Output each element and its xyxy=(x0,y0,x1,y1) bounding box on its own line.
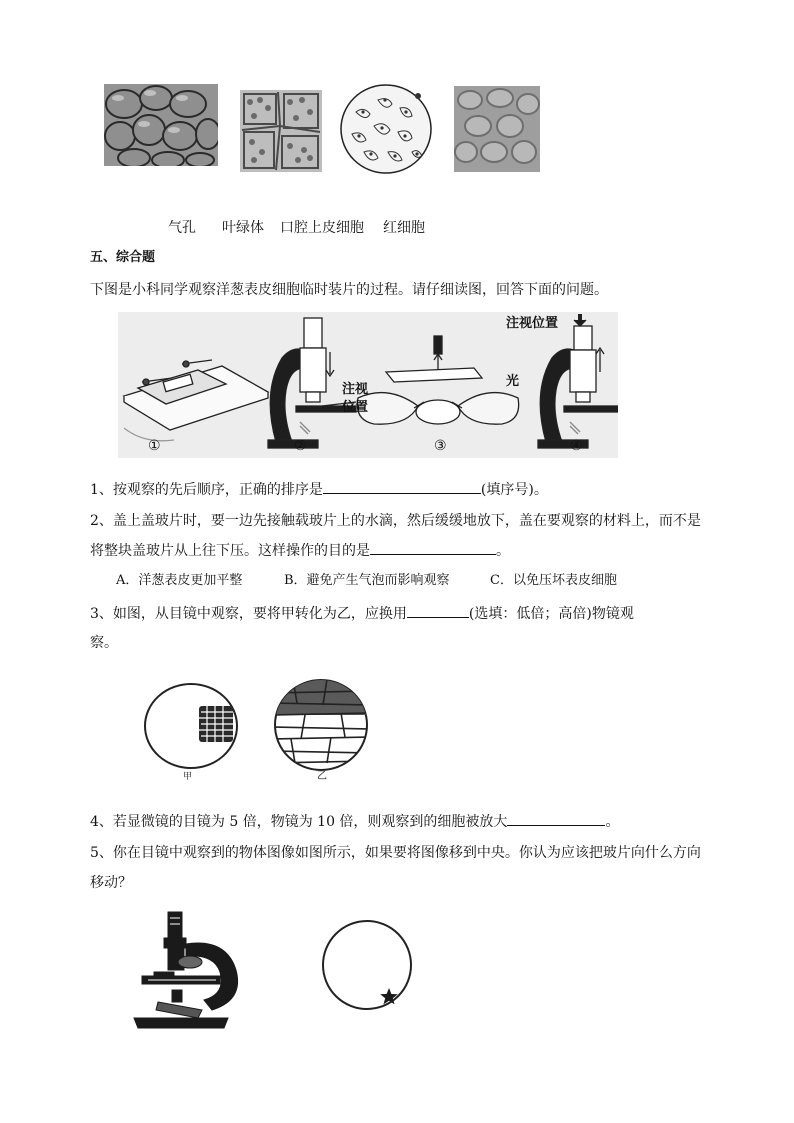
drawing-oral-epithelial-cells xyxy=(338,82,434,176)
step-label-2: ② xyxy=(294,438,307,454)
annot-light: 光 xyxy=(506,374,520,389)
photo-chloroplast xyxy=(240,90,322,172)
q2-text: 将整块盖玻片从上往下压。这样操作的目的是 xyxy=(90,543,370,559)
q1-answer-blank[interactable] xyxy=(323,479,481,494)
photo-red-blood-cells xyxy=(454,86,540,172)
q2-suffix: 。 xyxy=(496,543,510,559)
step-label-4: ④ xyxy=(570,438,583,454)
fig-label-jia: 甲 xyxy=(183,772,193,782)
field-of-view-jia xyxy=(141,682,241,782)
q5-line2: 移动？ xyxy=(90,875,132,891)
intro-text: 下图是小科同学观察洋葱表皮细胞临时装片的过程。请仔细读图，回答下面的问题。 xyxy=(90,282,608,298)
label-chloroplast: 叶绿体 xyxy=(222,220,264,236)
q3-line2: 察。 xyxy=(90,635,118,651)
q2-option-c: C．以免压坏表皮细胞 xyxy=(490,573,617,588)
q4-suffix: 。 xyxy=(605,814,620,830)
photo-stomata xyxy=(104,84,218,166)
q4-answer-blank[interactable] xyxy=(507,811,605,826)
q1-suffix: (填序号)。 xyxy=(480,482,548,498)
q2-line1: 2、盖上盖玻片时，要一边先接触载玻片上的水滴，然后缓缓地放下，盖在要观察的材料上，而不是 xyxy=(90,513,701,529)
annot-gaze-panel2-line2: 位置 xyxy=(342,400,369,415)
section-title: 五、综合题 xyxy=(90,250,156,265)
label-red-blood-cells: 红细胞 xyxy=(383,220,425,236)
label-oral-epithelial-cells: 口腔上皮细胞 xyxy=(280,220,364,236)
microscope-drawing xyxy=(128,910,244,1030)
q5-line1: 5、你在目镜中观察到的物体图像如图所示，如果要将图像移到中央。你认为应该把玻片向什么方向 xyxy=(90,845,701,861)
fig-label-yi: 乙 xyxy=(317,771,327,782)
annot-gaze-panel2-line1: 注视 xyxy=(342,382,369,397)
label-stomata: 气孔 xyxy=(168,220,196,236)
q2-answer-blank[interactable] xyxy=(370,540,496,555)
q3-answer-blank[interactable] xyxy=(407,603,469,618)
q3-text: 3、如图，从目镜中观察，要将甲转化为乙，应换用 xyxy=(90,606,407,622)
q2-option-b: B．避免产生气泡而影响观察 xyxy=(284,573,450,588)
field-of-view-with-star xyxy=(320,918,414,1012)
q2-option-a: A．洋葱表皮更加平整 xyxy=(116,573,243,588)
field-of-view-yi xyxy=(271,679,371,783)
procedure-figure xyxy=(118,312,618,458)
step-label-1: ① xyxy=(148,438,161,454)
step-label-3: ③ xyxy=(434,438,447,454)
annot-gaze-panel4: 注视位置 xyxy=(506,316,559,331)
q4-text: 4、若显微镜的目镜为 5 倍，物镜为 10 倍，则观察到的细胞被放大 xyxy=(90,814,508,830)
question-4 xyxy=(90,811,619,832)
question-1 xyxy=(90,479,548,500)
question-2-line2 xyxy=(90,540,510,561)
q3-suffix: (选填：低倍；高倍)物镜观 xyxy=(468,606,634,622)
question-3 xyxy=(90,603,634,624)
q1-text: 1、按观察的先后顺序，正确的排序是 xyxy=(90,482,323,498)
